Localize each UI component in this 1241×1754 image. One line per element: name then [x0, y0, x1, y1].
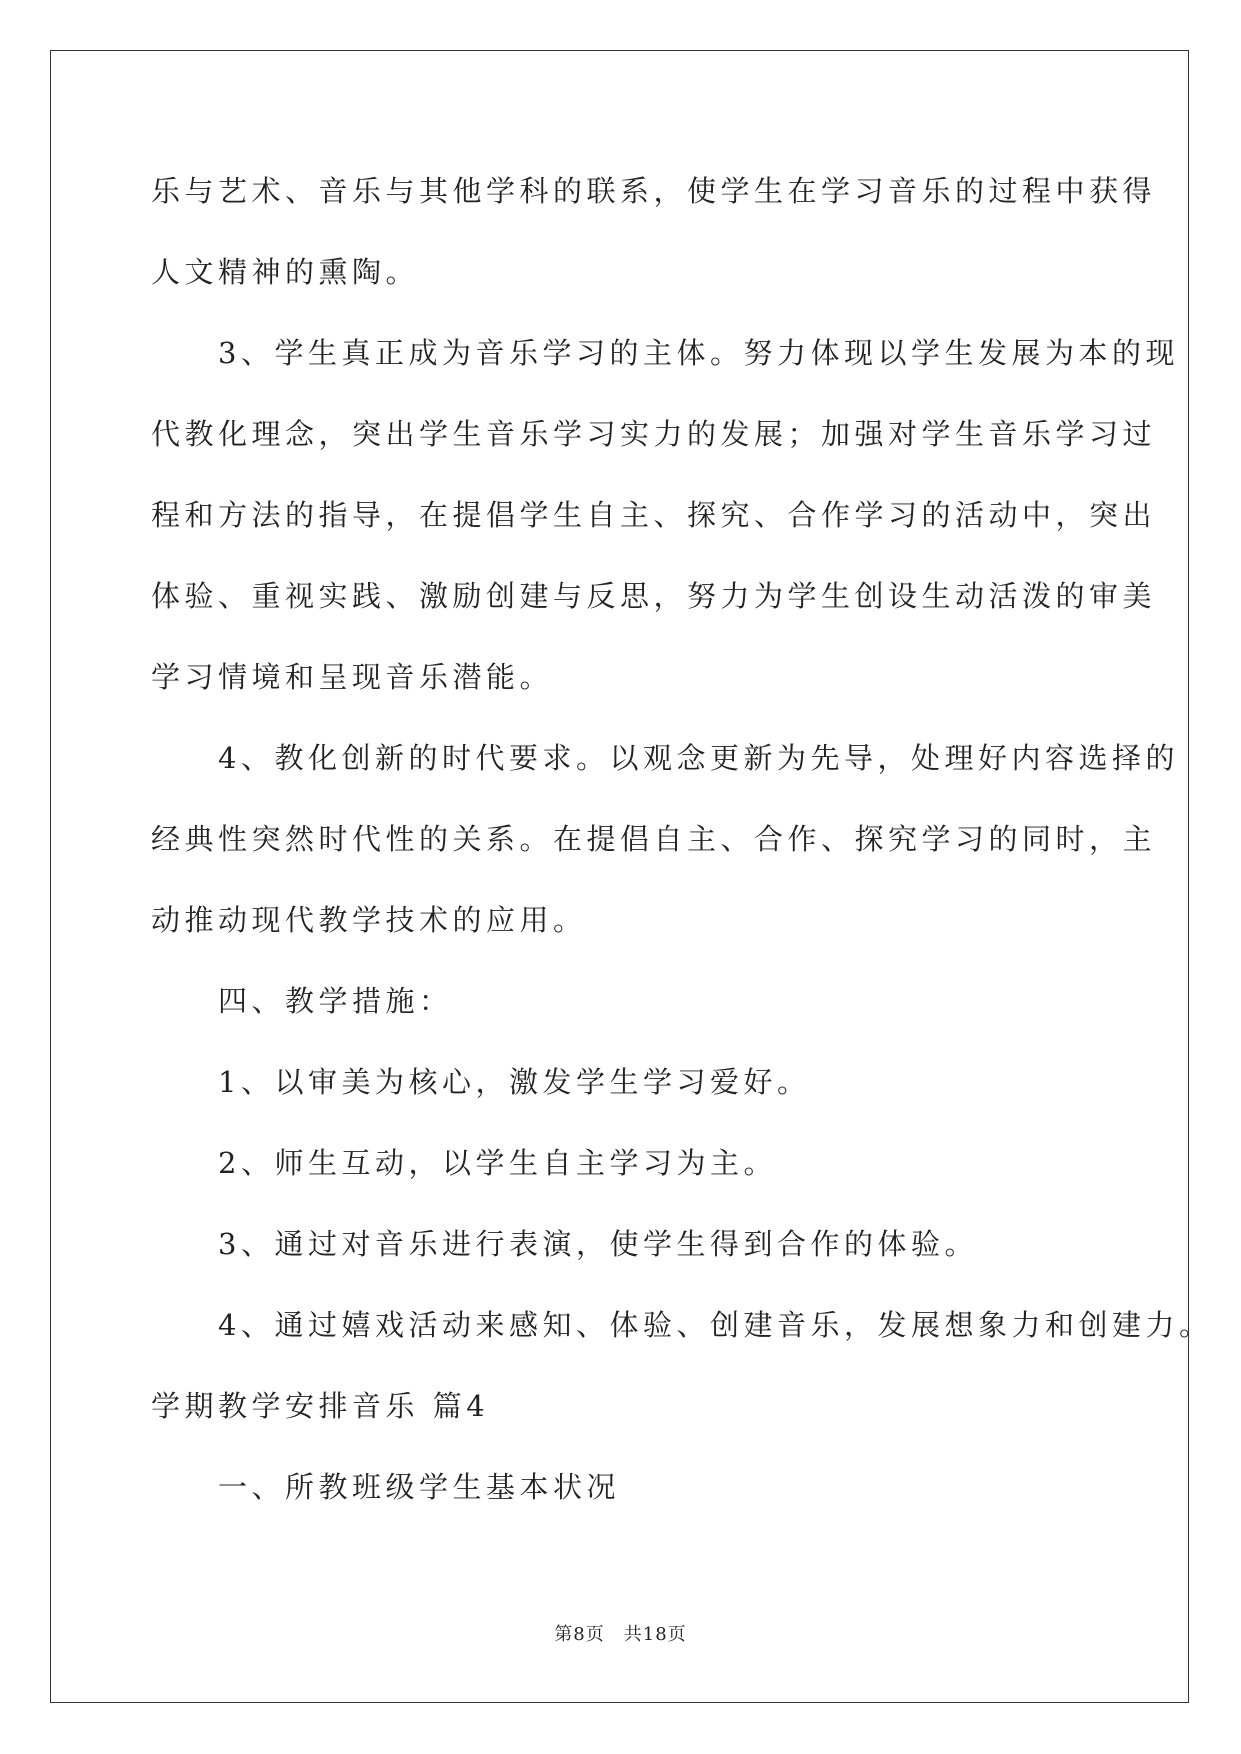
section-heading: 一、所教班级学生基本状况: [151, 1470, 621, 1504]
text-line: 动推动现代教学技术的应用。: [151, 903, 587, 937]
page-number-footer: 第8页 共18页: [554, 1624, 687, 1645]
list-item: 2、师生互动，以学生自主学习为主。: [151, 1146, 777, 1180]
text-line: 经典性突然时代性的关系。在提倡自主、合作、探究学习的同时，主: [151, 822, 1157, 856]
list-item: 4、通过嬉戏活动来感知、体验、创建音乐，发展想象力和创建力。: [151, 1308, 1213, 1342]
list-item: 3、通过对音乐进行表演，使学生得到合作的体验。: [151, 1227, 978, 1261]
text-line: 3、学生真正成为音乐学习的主体。努力体现以学生发展为本的现: [151, 336, 1179, 370]
article-title: 学期教学安排音乐 篇4: [151, 1389, 490, 1423]
text-line: 代教化理念，突出学生音乐学习实力的发展；加强对学生音乐学习过: [151, 417, 1157, 451]
list-item: 1、以审美为核心，激发学生学习爱好。: [151, 1065, 811, 1099]
text-line: 4、教化创新的时代要求。以观念更新为先导，处理好内容选择的: [151, 741, 1179, 775]
text-line: 乐与艺术、音乐与其他学科的联系，使学生在学习音乐的过程中获得: [151, 174, 1157, 208]
text-line: 学习情境和呈现音乐潜能。: [151, 660, 554, 694]
text-line: 体验、重视实践、激励创建与反思，努力为学生创设生动活泼的审美: [151, 579, 1157, 613]
section-heading: 四、教学措施：: [151, 984, 453, 1018]
text-line: 人文精神的熏陶。: [151, 255, 420, 289]
document-body: [151, 166, 1213, 1543]
text-line: 程和方法的指导，在提倡学生自主、探究、合作学习的活动中，突出: [151, 498, 1157, 532]
